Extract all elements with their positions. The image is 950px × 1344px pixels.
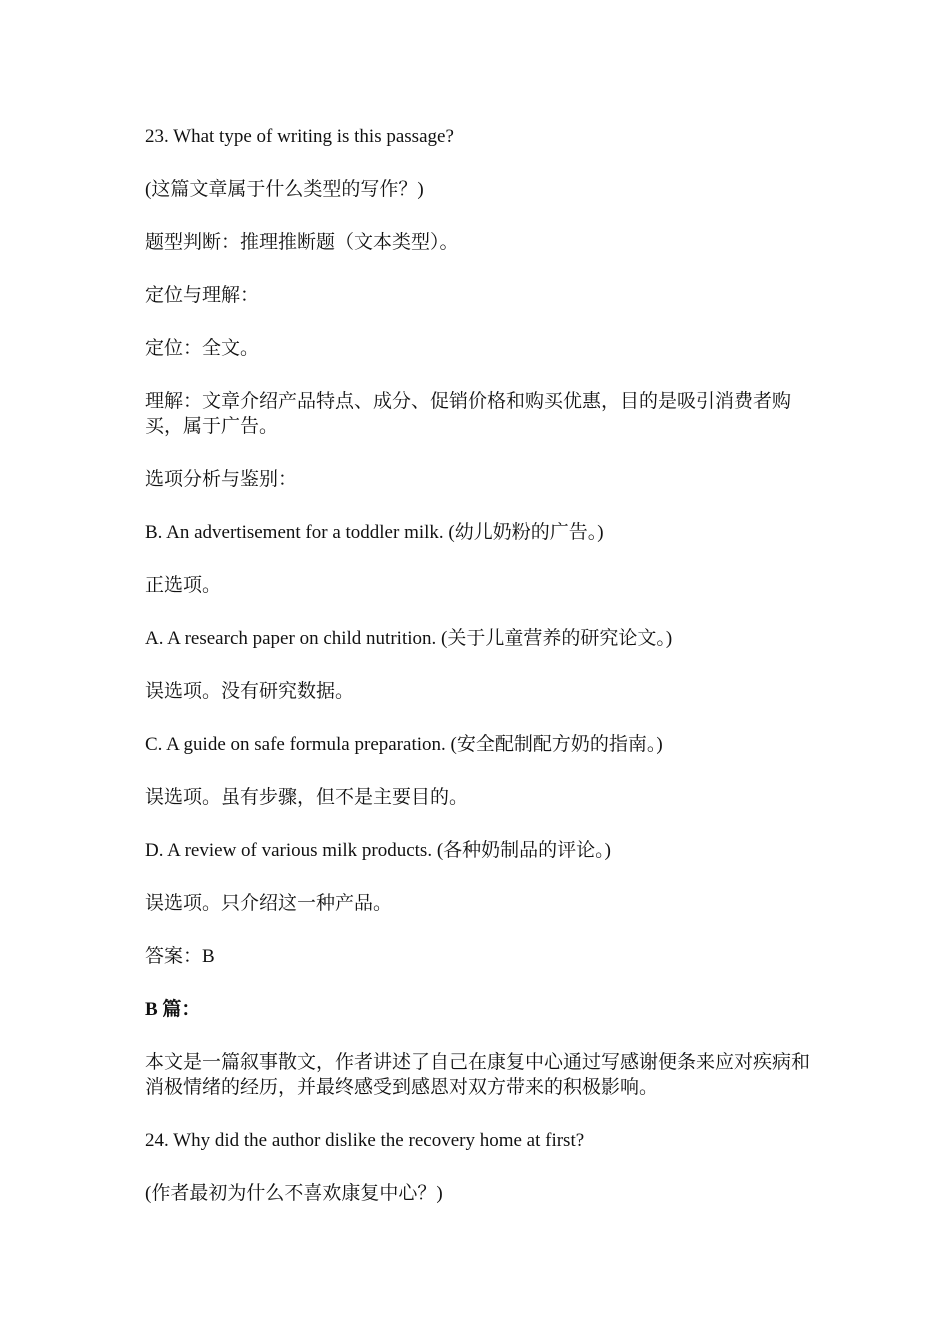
answer-line: 答案：B <box>145 946 215 967</box>
question-24-translation: (作者最初为什么不喜欢康复中心？) <box>145 1183 443 1204</box>
document-page <box>145 124 810 1234</box>
location-note: 定位：全文。 <box>145 338 260 359</box>
understanding-note: 理解：文章介绍产品特点、成分、促销价格和购买优惠，目的是吸引消费者购买，属于广告。 <box>145 391 792 437</box>
option-d-verdict: 误选项。只介绍这一种产品。 <box>145 893 393 914</box>
location-heading: 定位与理解： <box>145 285 260 306</box>
option-a-verdict: 误选项。没有研究数据。 <box>145 681 355 702</box>
option-analysis-heading: 选项分析与鉴别： <box>145 469 298 490</box>
option-a: A. A research paper on child nutrition. (关于儿童营养的研究论文。) <box>145 628 673 649</box>
option-d: D. A review of various milk products. (各种奶制品的评论。) <box>145 840 611 861</box>
option-c-verdict: 误选项。虽有步骤，但不是主要目的。 <box>145 787 469 808</box>
option-c: C. A guide on safe formula preparation. (安全配制配方奶的指南。) <box>145 734 663 755</box>
question-24-text: 24. Why did the author dislike the recovery home at first? <box>145 1130 585 1151</box>
question-type-note: 题型判断：推理推断题（文本类型）。 <box>145 232 459 253</box>
question-23-text: 23. What type of writing is this passage? <box>145 126 454 147</box>
section-b-heading: B 篇： <box>145 999 201 1020</box>
question-23-translation: (这篇文章属于什么类型的写作？) <box>145 179 424 200</box>
option-b: B. An advertisement for a toddler milk. (幼儿奶粉的广告。) <box>145 522 604 543</box>
section-b-summary: 本文是一篇叙事散文，作者讲述了自己在康复中心通过写感谢便条来应对疾病和消极情绪的经历，并最终感受到感恩对双方带来的积极影响。 <box>145 1052 811 1098</box>
option-b-verdict: 正选项。 <box>145 575 222 596</box>
